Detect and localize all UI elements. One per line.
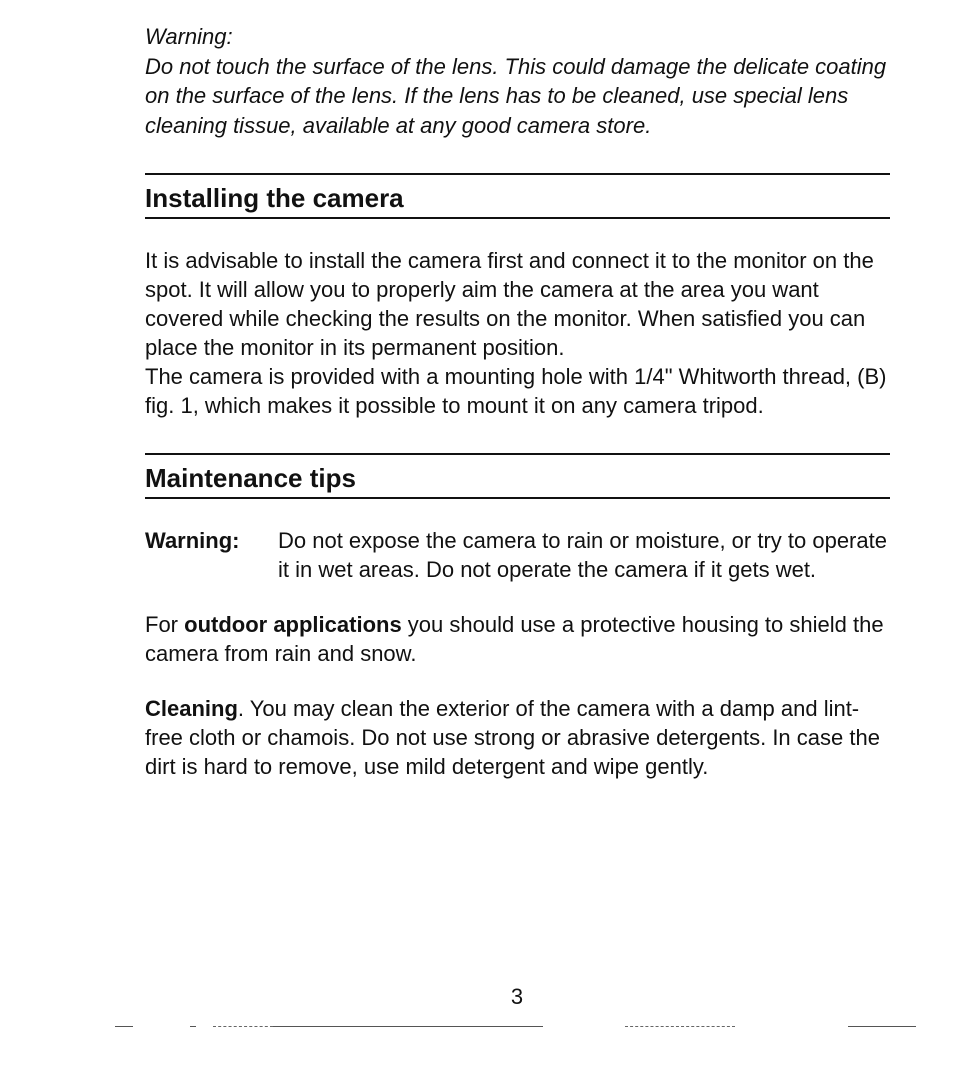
scan-artifact-line xyxy=(848,1026,916,1027)
lens-warning-block xyxy=(145,22,890,140)
manual-page xyxy=(145,22,890,781)
scan-artifact-line xyxy=(625,1026,735,1027)
installing-section xyxy=(145,173,890,420)
moisture-warning xyxy=(145,526,890,584)
section-rule-bottom xyxy=(145,217,890,219)
section-rule-top xyxy=(145,453,890,455)
cleaning-paragraph xyxy=(145,694,890,781)
outdoor-bold: outdoor applications xyxy=(184,612,402,637)
outdoor-prefix: For xyxy=(145,612,185,637)
outdoor-rest: you should use a protective housing to shield the camera from rain and snow. xyxy=(145,612,884,666)
installing-body xyxy=(145,246,890,420)
lens-warning-text: Do not touch the surface of the lens. This could damage the delicate coating on the surface of the lens. If the lens has to be cleaned, use special lens cleaning tissue, available at any good camera store. xyxy=(145,53,887,138)
scan-artifact-line xyxy=(190,1026,196,1027)
installing-heading: Installing the camera xyxy=(145,183,404,213)
installing-paragraph-1: It is advisable to install the camera first and connect it to the monitor on the spot. It will allow you to properly aim the camera at the area you want covered while checking the results on the monitor. When satisfied you can place the monitor in its permanent position. xyxy=(145,248,874,360)
cleaning-bold: Cleaning xyxy=(145,696,238,721)
moisture-warning-label: Warning: xyxy=(145,528,240,553)
scan-artifact-line xyxy=(115,1026,133,1027)
maintenance-heading: Maintenance tips xyxy=(145,463,356,493)
section-rule-top xyxy=(145,173,890,175)
scan-artifact-line xyxy=(273,1026,543,1027)
outdoor-paragraph xyxy=(145,610,890,668)
scan-artifact-line xyxy=(213,1026,273,1027)
maintenance-section xyxy=(145,453,890,781)
cleaning-rest: . You may clean the exterior of the camera with a damp and lint-free cloth or chamois. Do not use strong or abrasive detergents. In case the dirt is hard to remove, use mild detergent and wipe gently. xyxy=(145,696,880,779)
page-number: 3 xyxy=(510,984,524,1009)
section-rule-bottom xyxy=(145,497,890,499)
lens-warning-label: Warning: xyxy=(145,24,233,49)
installing-paragraph-2: The camera is provided with a mounting hole with 1/4" Whitworth thread, (B) fig. 1, which makes it possible to mount it on any camera tripod. xyxy=(145,364,887,418)
moisture-warning-text: Do not expose the camera to rain or moisture, or try to operate it in wet areas. Do not operate the camera if it gets wet. xyxy=(278,528,887,582)
